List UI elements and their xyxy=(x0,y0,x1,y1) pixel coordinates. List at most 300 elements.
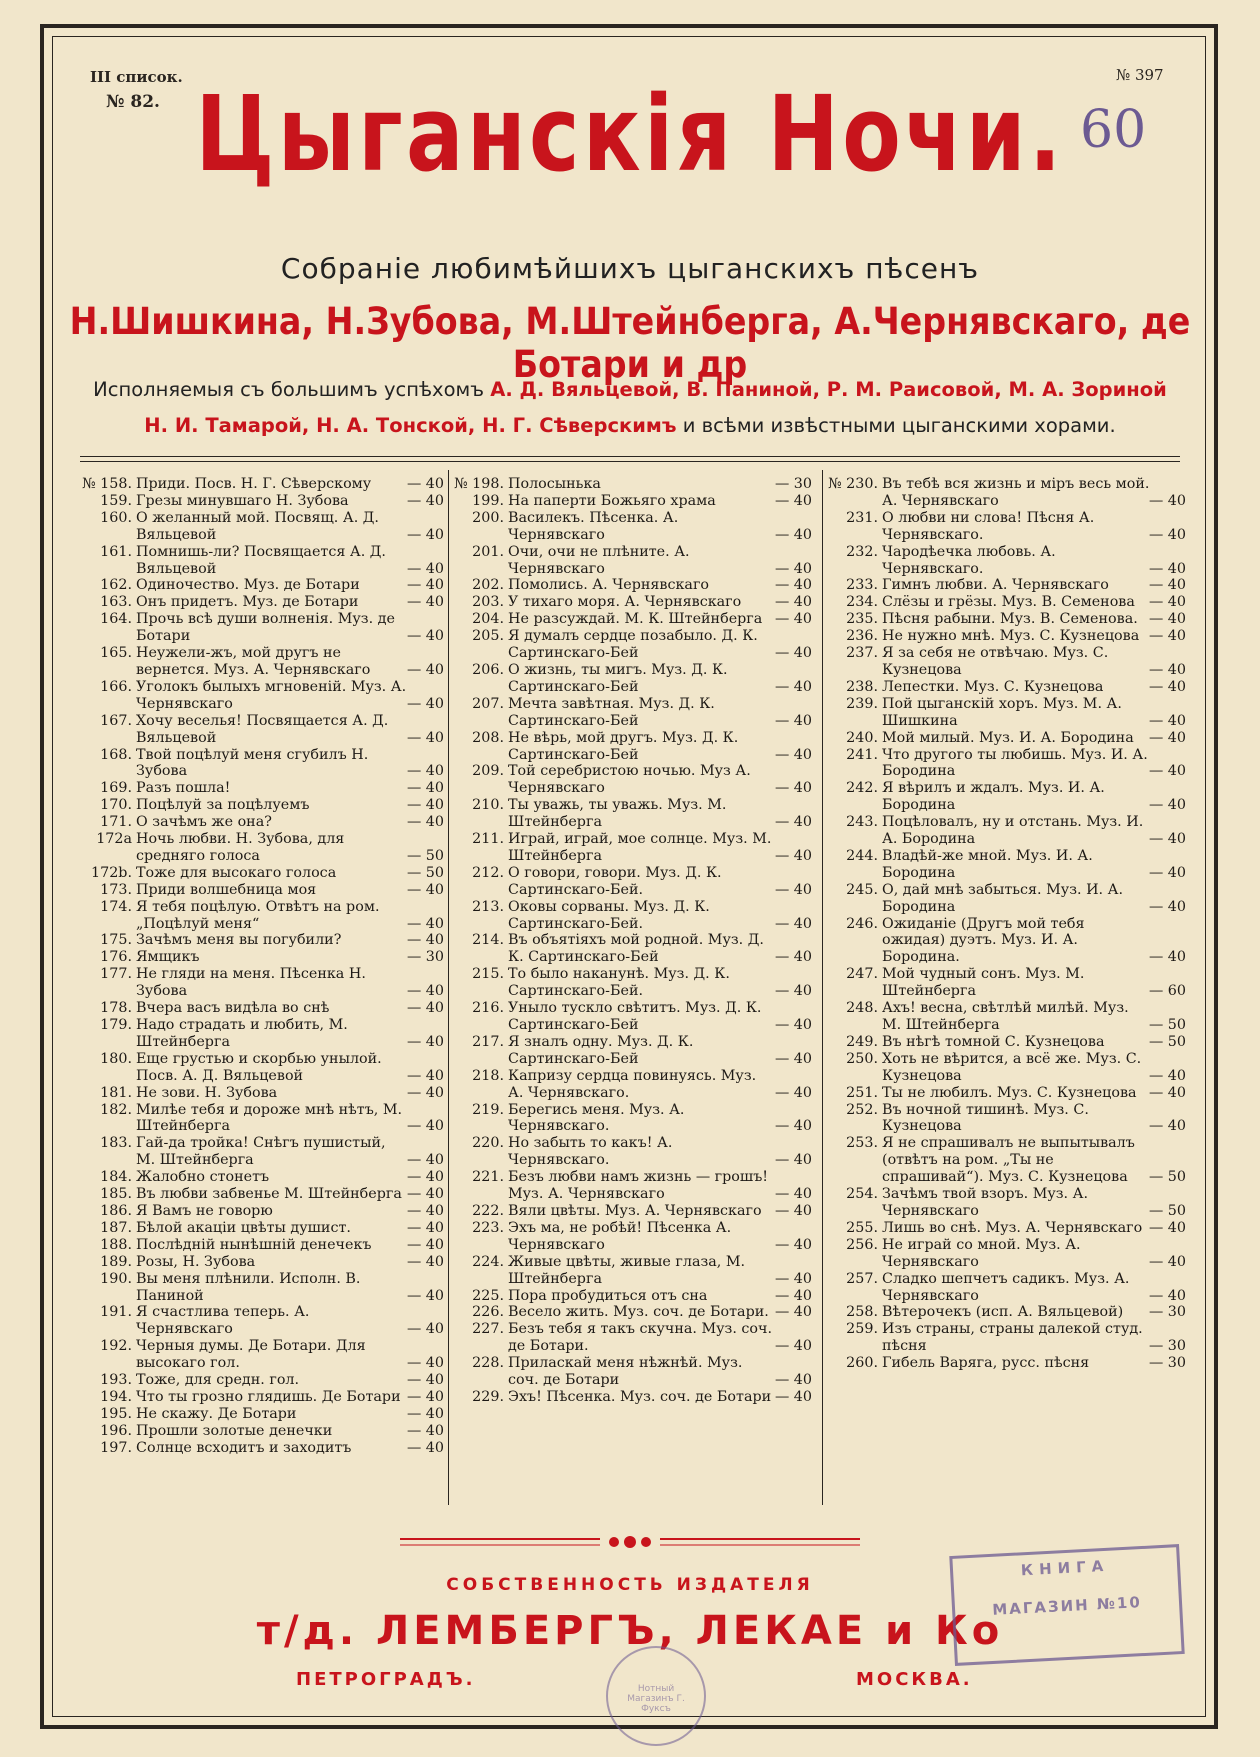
song-number: 213. xyxy=(472,898,504,915)
song-title: Живые цвѣты, живые глаза, М. Штейнберга xyxy=(508,1253,746,1287)
song-entry xyxy=(818,730,1186,747)
song-number: 210. xyxy=(472,797,504,814)
song-title: Бѣлой акаціи цвѣты душист. xyxy=(136,1219,351,1236)
song-price: — 40 xyxy=(406,1372,444,1389)
song-entry xyxy=(818,1271,1186,1305)
song-entry xyxy=(444,797,812,831)
song-number: 185. xyxy=(100,1186,132,1203)
song-column-2 xyxy=(444,476,812,1406)
song-title: Я зналъ одну. Муз. Д. К. Сартинскаго-Бей xyxy=(508,1033,694,1067)
song-entry xyxy=(444,493,812,510)
song-entry xyxy=(72,882,444,899)
song-entry xyxy=(444,932,812,966)
song-entry xyxy=(72,1237,444,1254)
song-entry xyxy=(818,1304,1186,1321)
song-entry xyxy=(72,1017,444,1051)
song-title: Весело жить. Муз. соч. де Ботари. xyxy=(508,1304,769,1321)
song-title: Но забыть то какъ! А. Чернявскаго. xyxy=(508,1135,673,1169)
song-title: Въ любви забвенье М. Штейнберга xyxy=(136,1186,402,1203)
song-entry xyxy=(72,814,444,831)
song-entry xyxy=(72,1338,444,1372)
song-title: Гибель Варяга, русс. пѣсня xyxy=(882,1355,1090,1372)
song-title: Грезы минувшаго Н. Зубова xyxy=(136,492,349,509)
song-title: Безъ тебя я такъ скучна. Муз. соч. де Ботари. xyxy=(508,1321,773,1355)
song-number: 199. xyxy=(472,492,504,509)
song-price: — 40 xyxy=(406,1152,444,1169)
song-entry xyxy=(72,899,444,933)
song-title: Эхъ ма, не робѣй! Пѣсенка А. Чернявскаго xyxy=(508,1219,732,1253)
song-title: Вяли цвѣты. Муз. А. Чернявскаго xyxy=(508,1202,762,1219)
song-number: 184. xyxy=(100,1169,132,1186)
song-title: Капризу сердца повинуясь. Муз. А. Чернявскаго. xyxy=(508,1067,757,1101)
song-price: — 40 xyxy=(774,1017,812,1033)
song-price: — 40 xyxy=(406,695,444,712)
song-title: Надо страдать и любить, М. Штейнберга xyxy=(136,1017,348,1050)
song-entry xyxy=(818,510,1186,544)
song-number: 216. xyxy=(472,1000,504,1017)
song-title: Пора пробудиться отъ сна xyxy=(508,1287,708,1304)
song-entry xyxy=(818,679,1186,696)
song-number: 167. xyxy=(100,712,132,729)
song-title: Ямщикъ xyxy=(136,949,200,966)
song-price: — 40 xyxy=(1148,526,1186,543)
song-title: Поцѣловалъ, ну и отстань. Муз. И. А. Бородина xyxy=(882,814,1144,848)
song-entry xyxy=(444,1102,812,1136)
song-title: Лишь во снѣ. Муз. А. Чернявскаго xyxy=(882,1219,1143,1236)
song-entry xyxy=(444,1068,812,1102)
song-price: — 30 xyxy=(774,476,812,492)
song-price: — 50 xyxy=(1148,1169,1186,1186)
song-entry xyxy=(72,645,444,679)
song-price: — 40 xyxy=(406,1202,444,1219)
song-number: 205. xyxy=(472,628,504,645)
song-title: Что другого ты любишь. Муз. И. А. Бородина xyxy=(882,746,1148,780)
song-title: Полосынька xyxy=(508,476,601,492)
list-num: № 82. xyxy=(106,92,160,112)
song-price: — 40 xyxy=(406,932,444,949)
song-number: 170. xyxy=(100,797,132,814)
song-price: — 40 xyxy=(1148,1084,1186,1101)
song-price: — 40 xyxy=(774,881,812,898)
song-price: — 40 xyxy=(774,915,812,932)
song-title: Прошли золотые денечки xyxy=(136,1422,333,1439)
song-price: — 40 xyxy=(406,1186,444,1203)
song-price: — 40 xyxy=(406,1067,444,1084)
song-title: Эхъ! Пѣсенка. Муз. соч. де Ботари xyxy=(508,1388,772,1405)
song-price: — 40 xyxy=(1148,831,1186,848)
song-number: 250. xyxy=(846,1050,878,1067)
song-price: — 40 xyxy=(406,594,444,611)
song-number: 208. xyxy=(472,729,504,746)
song-title: Хочу веселья! Посвящается А. Д. Вяльцевой xyxy=(136,712,389,746)
song-price: — 40 xyxy=(406,1405,444,1422)
song-title: Гай-да тройка! Снѣгъ пушистый, М. Штейнберга xyxy=(136,1135,386,1169)
song-entry xyxy=(818,780,1186,814)
song-entry xyxy=(818,1186,1186,1220)
song-title: То было наканунѣ. Муз. Д. К. Сартинскаго-Бей. xyxy=(508,966,730,1000)
song-price: — 40 xyxy=(774,983,812,1000)
song-title: Ожиданіе (Другъ мой тебя ожидая) дуэтъ. Муз. И. А. Бородина. xyxy=(882,915,1085,966)
song-price: — 40 xyxy=(1148,678,1186,695)
song-price: — 40 xyxy=(406,492,444,509)
song-number: 181. xyxy=(100,1084,132,1101)
song-number: 242. xyxy=(846,780,878,797)
song-entry xyxy=(72,1406,444,1423)
song-number: № 230. xyxy=(828,476,878,492)
song-number: 231. xyxy=(846,509,878,526)
song-number: 187. xyxy=(100,1219,132,1236)
song-title: Въ ночной тишинѣ. Муз. С. Кузнецова xyxy=(882,1101,1089,1135)
song-title: Хоть не вѣрится, а всё же. Муз. С. Кузнецова xyxy=(882,1050,1142,1084)
song-entry xyxy=(72,1372,444,1389)
song-price: — 40 xyxy=(406,577,444,594)
song-price: — 40 xyxy=(774,814,812,831)
round-stamp xyxy=(606,1646,706,1746)
song-title: Помнишь-ли? Посвящается А. Д. Вяльцевой xyxy=(136,543,386,577)
performers-end: и всѣми извѣстными цыганскими хорами. xyxy=(682,414,1116,437)
song-entry xyxy=(72,747,444,781)
song-number: 172b. xyxy=(91,864,132,881)
song-title: Одиночество. Муз. де Ботари xyxy=(136,577,360,594)
song-price: — 40 xyxy=(406,1321,444,1338)
song-price: — 40 xyxy=(774,594,812,611)
song-number: 193. xyxy=(100,1372,132,1389)
song-price: — 40 xyxy=(774,1236,812,1253)
song-title: Ты уважь, ты уважь. Муз. М. Штейнберга xyxy=(508,797,727,831)
song-entry xyxy=(818,1355,1186,1372)
song-number: 159. xyxy=(100,492,132,509)
song-entry xyxy=(72,1254,444,1271)
song-number: 188. xyxy=(100,1236,132,1253)
song-price: — 40 xyxy=(1148,729,1186,746)
song-price: — 40 xyxy=(406,1439,444,1456)
song-price: — 40 xyxy=(1148,864,1186,881)
song-title: Ты не любилъ. Муз. С. Кузнецова xyxy=(882,1084,1137,1101)
song-number: 212. xyxy=(472,864,504,881)
song-price: — 50 xyxy=(406,864,444,881)
song-number: 229. xyxy=(472,1388,504,1405)
song-number: 202. xyxy=(472,577,504,594)
song-title: Тоже, для средн. гол. xyxy=(136,1372,300,1389)
song-title: О желанный мой. Посвящ. А. Д. Вяльцевой xyxy=(136,509,379,543)
song-entry xyxy=(72,1000,444,1017)
song-title: Черныя думы. Де Ботари. Для высокаго гол. xyxy=(136,1338,366,1372)
song-title: Чародѣечка любовь. А. Чернявскаго. xyxy=(882,543,1056,577)
song-entry xyxy=(444,899,812,933)
song-price: — 30 xyxy=(406,949,444,966)
song-entry xyxy=(72,949,444,966)
song-price: — 40 xyxy=(406,1219,444,1236)
song-entry xyxy=(72,679,444,713)
song-price: — 40 xyxy=(1148,712,1186,729)
song-price: — 40 xyxy=(406,628,444,645)
song-number: 161. xyxy=(100,543,132,560)
subtitle: Собраніе любимѣйшихъ цыганскихъ пѣсенъ xyxy=(280,252,980,285)
song-entry xyxy=(444,1169,812,1203)
song-price: — 40 xyxy=(774,712,812,729)
song-price: — 40 xyxy=(406,661,444,678)
song-title: О зачѣмъ же она? xyxy=(136,814,272,831)
song-number: 196. xyxy=(100,1422,132,1439)
song-number: 246. xyxy=(846,915,878,932)
song-number: 221. xyxy=(472,1169,504,1186)
song-title: Берегись меня. Муз. А. Чернявскаго. xyxy=(508,1101,685,1135)
song-title: Играй, играй, мое солнце. Муз. М. Штейнберга xyxy=(508,831,772,864)
song-price: — 40 xyxy=(1148,661,1186,678)
song-price: — 40 xyxy=(406,1253,444,1270)
song-price: — 40 xyxy=(406,1169,444,1186)
song-price: — 40 xyxy=(406,763,444,780)
song-number: 160. xyxy=(100,509,132,526)
song-number: 197. xyxy=(100,1439,132,1456)
song-entry xyxy=(72,544,444,578)
song-entry xyxy=(818,1237,1186,1271)
song-entry xyxy=(72,611,444,645)
song-price: — 40 xyxy=(406,814,444,831)
song-number: 240. xyxy=(846,729,878,746)
song-number: 186. xyxy=(100,1202,132,1219)
song-title: Приди. Посв. Н. Г. Сѣверскому xyxy=(136,476,372,492)
city-petrograd: ПЕТРОГРАДЪ. xyxy=(296,1669,476,1690)
song-title: О любви ни слова! Пѣсня А. Чернявскаго. xyxy=(882,509,1095,543)
song-entry xyxy=(72,1169,444,1186)
bookshop-stamp xyxy=(949,1544,1184,1666)
song-price: — 40 xyxy=(406,797,444,814)
song-title: Безъ любви намъ жизнь — грошъ! Муз. А. Чернявскаго xyxy=(508,1169,769,1203)
song-number: 172a xyxy=(96,831,132,848)
song-price: — 30 xyxy=(1148,1304,1186,1321)
song-title: Прочь всѣ души волненія. Муз. де Ботари xyxy=(136,611,395,645)
song-entry xyxy=(72,493,444,510)
song-number: 245. xyxy=(846,881,878,898)
song-number: 260. xyxy=(846,1355,878,1372)
song-title: Въ объятіяхъ мой родной. Муз. Д. К. Сартинскаго-Бей xyxy=(508,932,764,966)
song-price: — 40 xyxy=(1148,1253,1186,1270)
song-price: — 40 xyxy=(406,1388,444,1405)
song-price: — 40 xyxy=(1148,797,1186,814)
song-entry xyxy=(818,1000,1186,1034)
song-number: 180. xyxy=(100,1050,132,1067)
song-title: Зачѣмъ меня вы погубили? xyxy=(136,932,342,949)
song-entry xyxy=(818,916,1186,967)
song-number: 237. xyxy=(846,645,878,662)
song-entry xyxy=(444,1034,812,1068)
song-entry xyxy=(818,882,1186,916)
song-number: 254. xyxy=(846,1186,878,1203)
stamp-text-2: МАГАЗИН №10 xyxy=(991,1593,1143,1619)
song-number: 171. xyxy=(100,814,132,831)
song-entry xyxy=(818,577,1186,594)
song-price: — 40 xyxy=(406,1236,444,1253)
song-title: Я думалъ сердце позабыло. Д. К. Сартинскаго-Бей xyxy=(508,628,758,662)
song-number: 247. xyxy=(846,966,878,983)
city-moscow: МОСКВА. xyxy=(856,1669,973,1690)
song-number: 253. xyxy=(846,1135,878,1152)
song-entry xyxy=(444,577,812,594)
song-number: 207. xyxy=(472,695,504,712)
list-top-rule-2 xyxy=(80,461,1180,462)
song-title: Вѣтерочекъ (исп. А. Вяльцевой) xyxy=(882,1304,1124,1321)
song-number: 257. xyxy=(846,1270,878,1287)
song-title: Василекъ. Пѣсенка. А. Чернявскаго xyxy=(508,509,679,543)
song-price: — 40 xyxy=(774,1050,812,1067)
song-title: Милѣе тебя и дороже мнѣ нѣтъ, М. Штейнберга xyxy=(136,1101,403,1135)
song-title: Еще грустью и скорбью унылой. Посв. А. Д. Вяльцевой xyxy=(136,1050,382,1084)
song-entry xyxy=(72,1135,444,1169)
song-number: 258. xyxy=(846,1304,878,1321)
song-title: Я Вамъ не говорю xyxy=(136,1202,273,1219)
performers-line-2 xyxy=(0,414,1260,437)
song-price: — 40 xyxy=(1148,1287,1186,1304)
song-number: 225. xyxy=(472,1287,504,1304)
song-entry xyxy=(444,1220,812,1254)
song-title: Помолись. А. Чернявскаго xyxy=(508,577,710,594)
song-number: 235. xyxy=(846,611,878,628)
song-number: 239. xyxy=(846,695,878,712)
song-title: Приласкай меня нѣжнѣй. Муз. соч. де Ботари xyxy=(508,1355,743,1389)
song-title: Я вѣрилъ и ждалъ. Муз. И. А. Бородина xyxy=(882,780,1105,814)
song-title: Я счастлива теперь. А. Чернявскаго xyxy=(136,1304,310,1338)
composers-line: Н.Шишкина, Н.Зубова, М.Штейнберга, А.Чернявскаго, де Ботари и др xyxy=(69,300,1191,386)
song-entry xyxy=(818,1220,1186,1237)
song-entry xyxy=(818,814,1186,848)
song-title: Не нужно мнѣ. Муз. С. Кузнецова xyxy=(882,628,1140,645)
song-number: 228. xyxy=(472,1355,504,1372)
song-price: — 40 xyxy=(406,526,444,543)
song-price: — 40 xyxy=(774,1338,812,1355)
song-title: О жизнь, ты мигъ. Муз. Д. К. Сартинскаго-Бей xyxy=(508,661,728,695)
song-entry xyxy=(72,577,444,594)
song-number: 252. xyxy=(846,1101,878,1118)
song-price: — 40 xyxy=(774,746,812,763)
catalog-number: № 397 xyxy=(1116,66,1164,84)
song-number: 222. xyxy=(472,1202,504,1219)
song-number: 209. xyxy=(472,763,504,780)
song-number: 200. xyxy=(472,509,504,526)
song-number: 219. xyxy=(472,1101,504,1118)
song-price: — 40 xyxy=(406,915,444,932)
song-price: — 40 xyxy=(774,1152,812,1169)
song-price: — 40 xyxy=(774,577,812,594)
song-price: — 40 xyxy=(406,881,444,898)
song-number: № 158. xyxy=(82,476,132,492)
performers-line-1 xyxy=(0,378,1260,401)
song-price: — 40 xyxy=(774,847,812,864)
song-entry xyxy=(444,1304,812,1321)
song-entry xyxy=(72,1220,444,1237)
song-price: — 40 xyxy=(406,1084,444,1101)
song-title: Поцѣлуй за поцѣлуемъ xyxy=(136,797,310,814)
song-column-3 xyxy=(818,476,1186,1372)
song-number: 165. xyxy=(100,645,132,662)
song-number: 232. xyxy=(846,543,878,560)
song-title: Послѣдній нынѣшній денечекъ xyxy=(136,1236,372,1253)
song-price: — 30 xyxy=(1148,1338,1186,1355)
song-title: Приди волшебница моя xyxy=(136,881,317,898)
list-number: III список. xyxy=(90,68,183,86)
publisher-label: СОБСТВЕННОСТЬ ИЗДАТЕЛЯ xyxy=(446,1575,814,1595)
song-title: Пой цыганскій хоръ. Муз. М. А. Шишкина xyxy=(882,695,1122,729)
song-title: Не играй со мной. Муз. А. Чернявскаго xyxy=(882,1236,1081,1270)
song-price: — 40 xyxy=(774,645,812,662)
song-entry xyxy=(818,628,1186,645)
song-price: — 40 xyxy=(406,1118,444,1135)
price-stamp: 60 xyxy=(1080,100,1147,160)
song-entry xyxy=(72,510,444,544)
song-number: 259. xyxy=(846,1321,878,1338)
song-number: 194. xyxy=(100,1388,132,1405)
song-entry xyxy=(444,476,812,493)
song-entry xyxy=(818,476,1186,510)
song-price: — 40 xyxy=(1148,1118,1186,1135)
song-price: — 50 xyxy=(406,847,444,864)
song-price: — 40 xyxy=(774,678,812,695)
song-price: — 40 xyxy=(406,729,444,746)
song-entry xyxy=(444,544,812,578)
song-price: — 40 xyxy=(1148,1067,1186,1084)
song-title: Изъ страны, страны далекой студ. пѣсня xyxy=(882,1321,1143,1355)
song-number: 218. xyxy=(472,1067,504,1084)
song-entry xyxy=(72,797,444,814)
song-title: Мечта завѣтная. Муз. Д. К. Сартинскаго-Бей xyxy=(508,695,715,729)
song-title: Лепестки. Муз. С. Кузнецова xyxy=(882,678,1104,695)
song-number: 175. xyxy=(100,932,132,949)
song-number: 173. xyxy=(100,881,132,898)
song-title: Пѣсня рабыни. Муз. В. Семенова. xyxy=(882,611,1138,628)
song-entry xyxy=(444,763,812,797)
song-price: — 40 xyxy=(1148,1219,1186,1236)
song-column-1 xyxy=(72,476,444,1457)
song-price: — 50 xyxy=(1148,1033,1186,1050)
song-price: — 40 xyxy=(406,1000,444,1017)
song-number: 178. xyxy=(100,1000,132,1017)
song-entry xyxy=(444,1135,812,1169)
song-entry xyxy=(818,1135,1186,1186)
song-number: 241. xyxy=(846,746,878,763)
song-price: — 40 xyxy=(1148,763,1186,780)
song-entry xyxy=(72,932,444,949)
song-entry xyxy=(72,1186,444,1203)
song-title: Вчера васъ видѣла во снѣ xyxy=(136,1000,330,1017)
song-number: 251. xyxy=(846,1084,878,1101)
song-number: 166. xyxy=(100,678,132,695)
song-price: — 40 xyxy=(1148,577,1186,594)
song-title: Солнце всходитъ и заходитъ xyxy=(136,1439,352,1456)
song-entry xyxy=(818,848,1186,882)
song-title: Очи, очи не плѣните. А. Чернявскаго xyxy=(508,543,690,577)
song-number: 204. xyxy=(472,611,504,628)
song-price: — 40 xyxy=(1148,560,1186,577)
song-price: — 40 xyxy=(774,1270,812,1287)
song-title: Онъ придетъ. Муз. де Ботари xyxy=(136,594,359,611)
song-entry xyxy=(72,1102,444,1136)
song-price: — 40 xyxy=(406,560,444,577)
performers-intro: Исполняемыя съ большимъ успѣхомъ xyxy=(93,378,485,401)
song-title: Ахъ! весна, свѣтлѣй милѣй. Муз. М. Штейнберга xyxy=(882,1000,1129,1033)
song-number: 224. xyxy=(472,1253,504,1270)
song-number: 238. xyxy=(846,678,878,695)
list-top-rule xyxy=(80,456,1180,457)
performers-names-1: А. Д. Вяльцевой, В. Паниной, Р. М. Раисовой, М. А. Зориной xyxy=(490,378,1167,401)
song-entry xyxy=(818,1034,1186,1051)
song-price: — 40 xyxy=(1148,492,1186,509)
song-entry xyxy=(444,1203,812,1220)
song-price: — 50 xyxy=(1148,1202,1186,1219)
song-number: 195. xyxy=(100,1405,132,1422)
song-title: Уголокъ былыхъ мгновеній. Муз. А. Чернявскаго xyxy=(136,678,407,712)
song-number: 169. xyxy=(100,780,132,797)
song-price: — 60 xyxy=(1148,983,1186,1000)
